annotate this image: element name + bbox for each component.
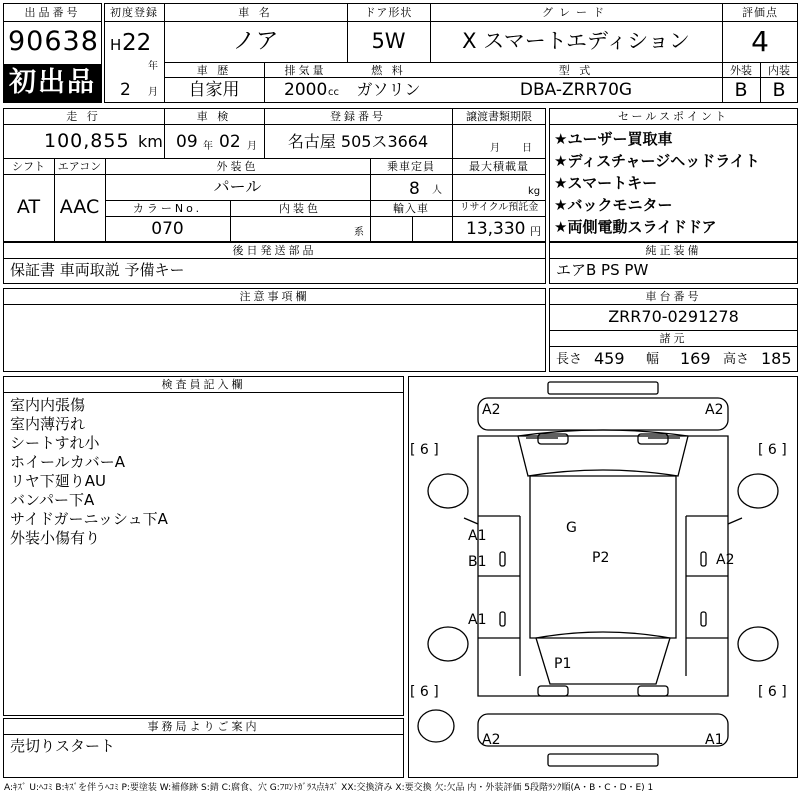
genuine-equipment: エアB PS PW: [556, 261, 649, 279]
fuel: ガソリン: [356, 80, 421, 99]
first-registration-month: 2: [120, 80, 131, 100]
mark-front-left-bumper: A2: [482, 402, 501, 418]
max-load-label: 最大積載量: [469, 160, 529, 173]
color-no: 070: [151, 219, 184, 239]
interior-grade: B: [772, 79, 786, 101]
inspection-month: 02: [219, 132, 241, 152]
mark-tire-rear-left: [ 6 ]: [410, 684, 439, 700]
recycle-label: リサイクル預託金: [459, 202, 539, 213]
spare-tire: [418, 710, 454, 742]
aircon: AAC: [59, 196, 100, 218]
sales-point-item: ★両側電動スライドドア: [554, 218, 717, 236]
inspector-notes-list: [10, 396, 168, 548]
shift: AT: [16, 196, 41, 218]
lot-number: 90638: [8, 26, 99, 57]
chassis-number: ZRR70-0291278: [608, 307, 739, 326]
inspection-year: 09: [176, 132, 198, 152]
mark-rear-right-bumper: A1: [705, 732, 724, 748]
mark-tire-rear-right: [ 6 ]: [758, 684, 787, 700]
body-outline: [478, 436, 728, 696]
exterior-color: パール: [213, 177, 262, 196]
model-code: DBA-ZRR70G: [519, 80, 633, 100]
inspector-note: シートすれ小: [10, 434, 100, 452]
mileage-label: 走 行: [66, 110, 101, 123]
length: 459: [594, 349, 625, 368]
sales-point-item: ★バックモニター: [554, 196, 673, 214]
inspector-note: 室内薄汚れ: [10, 415, 86, 433]
dimensions-label: 諸元: [659, 332, 688, 345]
notes-label: 注意事項欄: [239, 290, 310, 303]
transfer-deadline-label: 譲渡書類期限: [466, 110, 532, 123]
import-label: 輸入車: [393, 202, 429, 215]
score: 4: [751, 25, 769, 58]
color-no-label: カラーNo.: [132, 202, 203, 215]
office-label: 事務局よりご案内: [147, 720, 260, 733]
history: 自家用: [188, 80, 240, 100]
inspector-note: サイドガーニッシュ下A: [10, 510, 168, 528]
displacement: 2000: [284, 80, 328, 100]
exterior-grade-label: 外装: [730, 64, 752, 77]
displacement-label: 排気量: [284, 64, 327, 77]
door-type-label: ドア形状: [364, 6, 413, 19]
legend: A:ｷｽﾞ U:ﾍｺﾐ B:ｷｽﾞを伴うﾍｺﾐ P:要塗装 W:補修跡 S:錆 C:腐食、穴 G:ﾌﾛﾝﾄｶﾞﾗｽ点ｷｽﾞ XX:交換済み X:要交換 欠:欠品 内・外装評価 5段階ﾗﾝｸ順(A・B・C・D・E) 1: [4, 783, 654, 793]
inspection-month-unit: 月: [247, 141, 257, 152]
score-label: 評価点: [742, 6, 778, 19]
transfer-month-unit: 月: [490, 143, 500, 154]
shift-label: シフト: [12, 160, 45, 173]
inspection-year-unit: 年: [203, 141, 213, 152]
mark-windshield: G: [566, 520, 577, 536]
mark-right-slide-door: A2: [716, 552, 735, 568]
interior-grade-label: 内装: [768, 64, 790, 77]
mileage-unit: km: [138, 132, 163, 151]
first-listing-text: 初出品: [9, 67, 96, 98]
capacity: 8: [409, 179, 420, 199]
sales-points-list: [554, 128, 760, 238]
inspector-note: バンパー下A: [10, 491, 95, 509]
interior-color-unit: 系: [354, 227, 364, 238]
capacity-unit: 人: [432, 185, 442, 196]
mark-left-slide-door: B1: [468, 554, 487, 570]
rear-bumper-shape: [478, 714, 728, 746]
displacement-unit: cc: [328, 87, 339, 98]
exterior-grade: B: [734, 79, 748, 101]
height-label: 高さ: [723, 352, 750, 367]
chassis-label: 車台番号: [645, 290, 702, 303]
mark-tire-front-right: [ 6 ]: [758, 442, 787, 458]
first-registration-label: 初度登録: [110, 6, 158, 19]
inspector-note: 室内内張傷: [10, 396, 86, 414]
tire-front-right: [738, 474, 778, 508]
door-type: 5W: [371, 29, 406, 53]
office-value: 売切りスタート: [10, 737, 116, 755]
interior-color-label: 内装色: [279, 202, 321, 215]
sales-points-label: セールスポイント: [617, 110, 729, 123]
model-code-label: 型 式: [558, 64, 594, 77]
recycle-unit: 円: [530, 225, 541, 238]
sales-point-item: ★ユーザー買取車: [554, 130, 673, 148]
length-label: 長さ: [556, 352, 583, 367]
registration-label: 登録番号: [330, 110, 386, 123]
mark-rear-left-bumper: A2: [482, 732, 501, 748]
year-unit: 年: [148, 61, 158, 72]
inspector-note: ホイールカバーA: [10, 453, 125, 471]
car-name-label: 車 名: [238, 6, 273, 19]
registration: 名古屋 505ス3664: [287, 132, 429, 151]
later-parts-label: 後日発送部品: [232, 244, 317, 257]
tire-rear-left: [428, 627, 468, 661]
height: 185: [761, 349, 792, 368]
max-load-unit: kg: [528, 186, 541, 197]
mark-left-front-door: A1: [468, 528, 487, 544]
first-registration-year: 22: [122, 30, 152, 56]
mark-front-right-bumper: A2: [705, 402, 724, 418]
month-unit: 月: [148, 87, 158, 98]
mark-tire-front-left: [ 6 ]: [410, 442, 439, 458]
width: 169: [680, 349, 711, 368]
lot-number-label: 出品番号: [24, 6, 81, 19]
mark-rear-glass: P1: [554, 656, 572, 672]
mileage: 100,855: [44, 130, 130, 152]
exterior-color-label: 外装色: [216, 160, 259, 173]
tire-front-left: [428, 474, 468, 508]
tire-rear-right: [738, 627, 778, 661]
inspector-note: 外装小傷有り: [10, 529, 101, 547]
inspector-note: リヤ下廻りAU: [10, 472, 106, 490]
mark-left-rear-quarter: A1: [468, 612, 487, 628]
inspector-label: 検査員記入欄: [161, 378, 246, 391]
era-letter: H: [110, 36, 122, 54]
recycle-fee: 13,330: [466, 219, 526, 239]
grade: X スマートエディション: [462, 29, 690, 53]
width-label: 幅: [646, 352, 660, 367]
front-bumper-shape: [478, 398, 728, 430]
fuel-label: 燃 料: [371, 64, 406, 77]
sales-point-item: ★ディスチャージヘッドライト: [554, 152, 760, 170]
sales-point-item: ★スマートキー: [554, 174, 658, 192]
aircon-label: エアコン: [57, 160, 102, 173]
capacity-label: 乗車定員: [387, 160, 435, 173]
grade-label: グレード: [542, 6, 610, 19]
inspection-label: 車 検: [196, 110, 232, 123]
history-label: 車 歴: [196, 64, 232, 77]
car-name: ノア: [232, 28, 279, 54]
genuine-equipment-label: 純正装備: [645, 244, 702, 257]
details-box: [3, 108, 546, 242]
mark-roof: P2: [592, 550, 610, 566]
transfer-day-unit: 日: [522, 143, 532, 154]
later-parts: 保証書 車両取説 予備キー: [10, 261, 185, 279]
car-diagram: [408, 376, 798, 778]
